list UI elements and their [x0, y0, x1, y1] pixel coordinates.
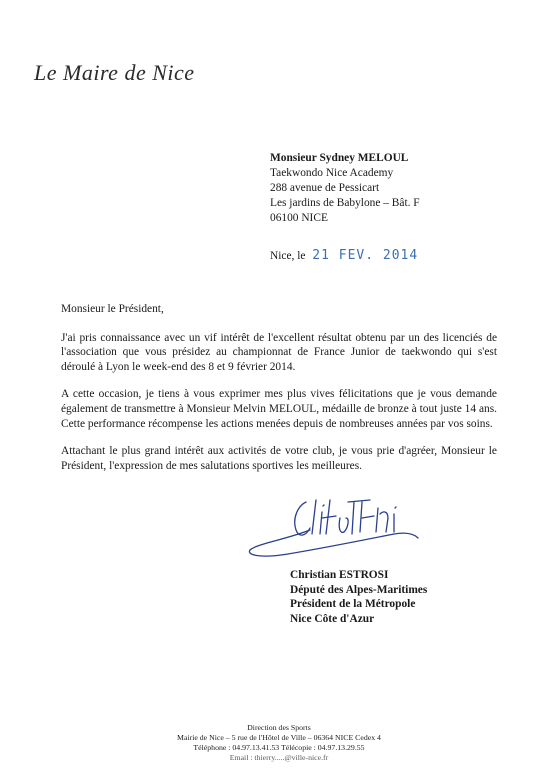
salutation: Monsieur le Président, — [61, 303, 164, 315]
recipient-line: 288 avenue de Pessicart — [270, 182, 380, 194]
recipient-line: Les jardins de Babylone – Bât. F — [270, 197, 420, 209]
recipient-name: Monsieur Sydney MELOUL — [270, 152, 409, 164]
handwritten-signature — [244, 488, 444, 573]
footer-department: Direction des Sports — [247, 723, 311, 732]
letter-body — [61, 302, 497, 486]
body-paragraph: Attachant le plus grand intérêt aux activités de votre club, je vous prie d'agréer, Monsieur le Président, l'expression de mes salutations sportives les meilleures. — [61, 445, 497, 472]
body-paragraph: J'ai pris connaissance avec un vif intérêt de l'excellent résultat obtenu par un des licenciés de l'association que vous présidez au championnat de France Junior de taekwondo qui s'est déroulé à Lyon le week-end des 8 et 9 février 2014. — [61, 331, 497, 373]
recipient-address — [270, 151, 420, 226]
signatory-title: Député des Alpes-Maritimes — [290, 583, 428, 596]
date-line — [270, 248, 418, 263]
footer — [0, 723, 558, 763]
footer-email: Email : thierry.....@ville-nice.fr — [229, 753, 329, 762]
letterhead-title: Le Maire de Nice — [34, 60, 195, 85]
footer-address: Mairie de Nice – 5 rue de l'Hôtel de Ville – 06364 NICE Cedex 4 — [177, 733, 381, 742]
date-stamp: 21 FEV. 2014 — [312, 248, 419, 263]
body-paragraph: A cette occasion, je tiens à vous exprimer mes plus vives félicitations que je vous demande également de transmettre à Monsieur Melvin MELOUL, médaille de bronze à tout juste 14 ans. Cette performance récompense les actions menées depuis de nombreuses années par vos soins. — [61, 388, 497, 430]
recipient-line: Taekwondo Nice Academy — [270, 167, 394, 179]
footer-phones: Téléphone : 04.97.13.41.53 Télécopie : 04.97.13.29.55 — [193, 743, 365, 752]
signatory-name: Christian ESTROSI — [290, 569, 389, 581]
signature-icon — [244, 488, 444, 568]
signatory-title: Président de la Métropole — [290, 598, 416, 611]
date-prefix: Nice, le — [270, 250, 306, 262]
signatory-block — [290, 568, 427, 626]
signatory-title: Nice Côte d'Azur — [290, 612, 375, 625]
recipient-line: 06100 NICE — [270, 212, 328, 224]
